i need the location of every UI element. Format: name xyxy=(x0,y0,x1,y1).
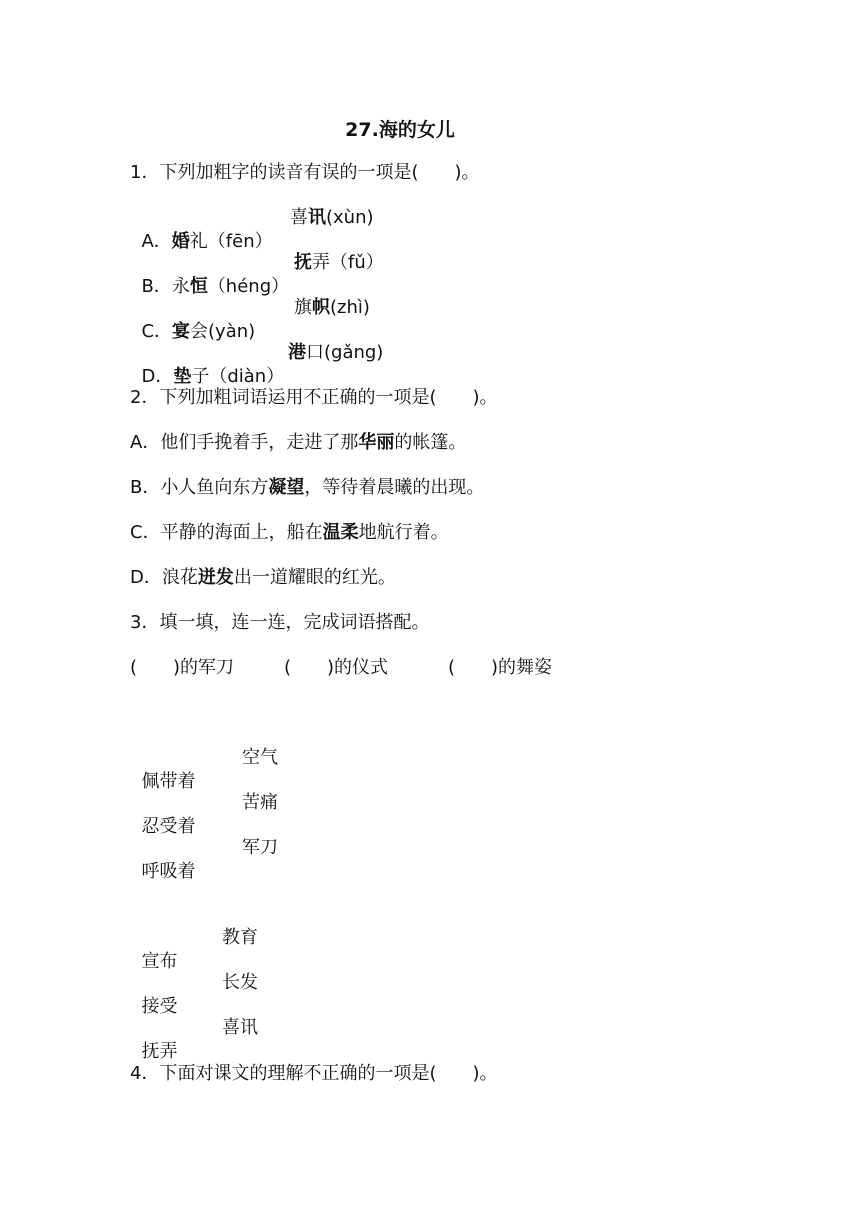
option-text: 会(yàn) xyxy=(190,321,256,342)
match-right: 空气 xyxy=(242,747,278,768)
option-text: 的帐篷。 xyxy=(394,432,467,453)
worksheet-title: 27.海的女儿 xyxy=(345,119,455,141)
q4-stem: 4．下面对课文的理解不正确的一项是( )。 xyxy=(130,1063,498,1084)
bold-word: 迸发 xyxy=(197,567,234,588)
match-right: 喜讯 xyxy=(222,1017,258,1038)
option-text: 浪花 xyxy=(161,567,198,588)
option-letter: D． xyxy=(130,567,162,588)
match-right: 教育 xyxy=(222,927,258,948)
option-text: 平静的海面上，船在 xyxy=(160,522,323,543)
match-right: 军刀 xyxy=(242,837,278,858)
bold-char: 讯 xyxy=(308,207,326,228)
bold-word: 华丽 xyxy=(358,432,395,453)
match-left: 接受 xyxy=(141,996,178,1017)
option-letter: D． xyxy=(141,366,174,387)
option-text: 永 xyxy=(171,276,190,297)
bold-char: 垫 xyxy=(173,366,192,387)
fill-blank-2: ( )的仪式 xyxy=(284,657,389,678)
option-text: (xùn) xyxy=(326,207,374,228)
option-letter: B． xyxy=(130,477,161,498)
option-text: 出一道耀眼的红光。 xyxy=(233,567,396,588)
bold-char: 宴 xyxy=(172,321,191,342)
match-left: 宣布 xyxy=(141,951,178,972)
q1-option-c-second xyxy=(294,296,370,320)
q2-stem: 2．下列加粗词语运用不正确的一项是( )。 xyxy=(130,387,498,408)
match-right: 苦痛 xyxy=(242,792,278,813)
match-right: 长发 xyxy=(222,972,258,993)
q1-option-b-second xyxy=(294,251,384,275)
option-text: （héng） xyxy=(207,276,290,297)
option-letter: B． xyxy=(141,276,172,297)
q1-stem: 1．下列加粗字的读音有误的一项是( )。 xyxy=(130,162,480,183)
q1-option-a-second xyxy=(290,206,374,230)
bold-word: 温柔 xyxy=(322,522,359,543)
match-left: 呼吸着 xyxy=(141,861,196,882)
q2-option-a xyxy=(130,431,466,455)
q1-option-d-second xyxy=(288,341,383,365)
option-text: 他们手挽着手，走进了那 xyxy=(160,432,359,453)
option-text: 礼（fēn） xyxy=(189,231,273,252)
bold-char: 恒 xyxy=(189,276,208,297)
match-left: 忍受着 xyxy=(141,816,196,837)
bold-word: 凝望 xyxy=(268,477,305,498)
option-text: (zhì) xyxy=(330,297,370,318)
fill-blank-1: ( )的军刀 xyxy=(130,657,235,678)
option-text: 地航行着。 xyxy=(358,522,449,543)
q2-option-d xyxy=(130,566,396,590)
option-letter: C． xyxy=(130,522,161,543)
option-text: 小人鱼向东方 xyxy=(160,477,269,498)
option-text: ，等待着晨曦的出现。 xyxy=(304,477,485,498)
bold-char: 港 xyxy=(288,342,306,363)
q3-fill-row xyxy=(130,656,553,752)
fill-blank-3: ( )的舞姿 xyxy=(448,657,553,678)
bold-char: 婚 xyxy=(171,231,190,252)
q2-option-c xyxy=(130,521,449,545)
match-left: 抚弄 xyxy=(141,1041,178,1062)
option-text: 喜 xyxy=(290,207,308,228)
option-letter: A． xyxy=(141,231,172,252)
bold-char: 抚 xyxy=(294,252,312,273)
option-text: 子（diàn） xyxy=(191,366,285,387)
q3-stem: 3．填一填，连一连，完成词语搭配。 xyxy=(130,612,430,633)
option-text: 弄（fǔ） xyxy=(312,252,384,273)
option-text: 旗 xyxy=(294,297,312,318)
match-left: 佩带着 xyxy=(141,771,196,792)
bold-char: 帜 xyxy=(312,297,330,318)
option-text: 口(gǎng) xyxy=(306,342,384,363)
q2-option-b xyxy=(130,476,484,500)
option-letter: A． xyxy=(130,432,161,453)
match1-row-3 xyxy=(130,836,278,908)
option-letter: C． xyxy=(141,321,173,342)
